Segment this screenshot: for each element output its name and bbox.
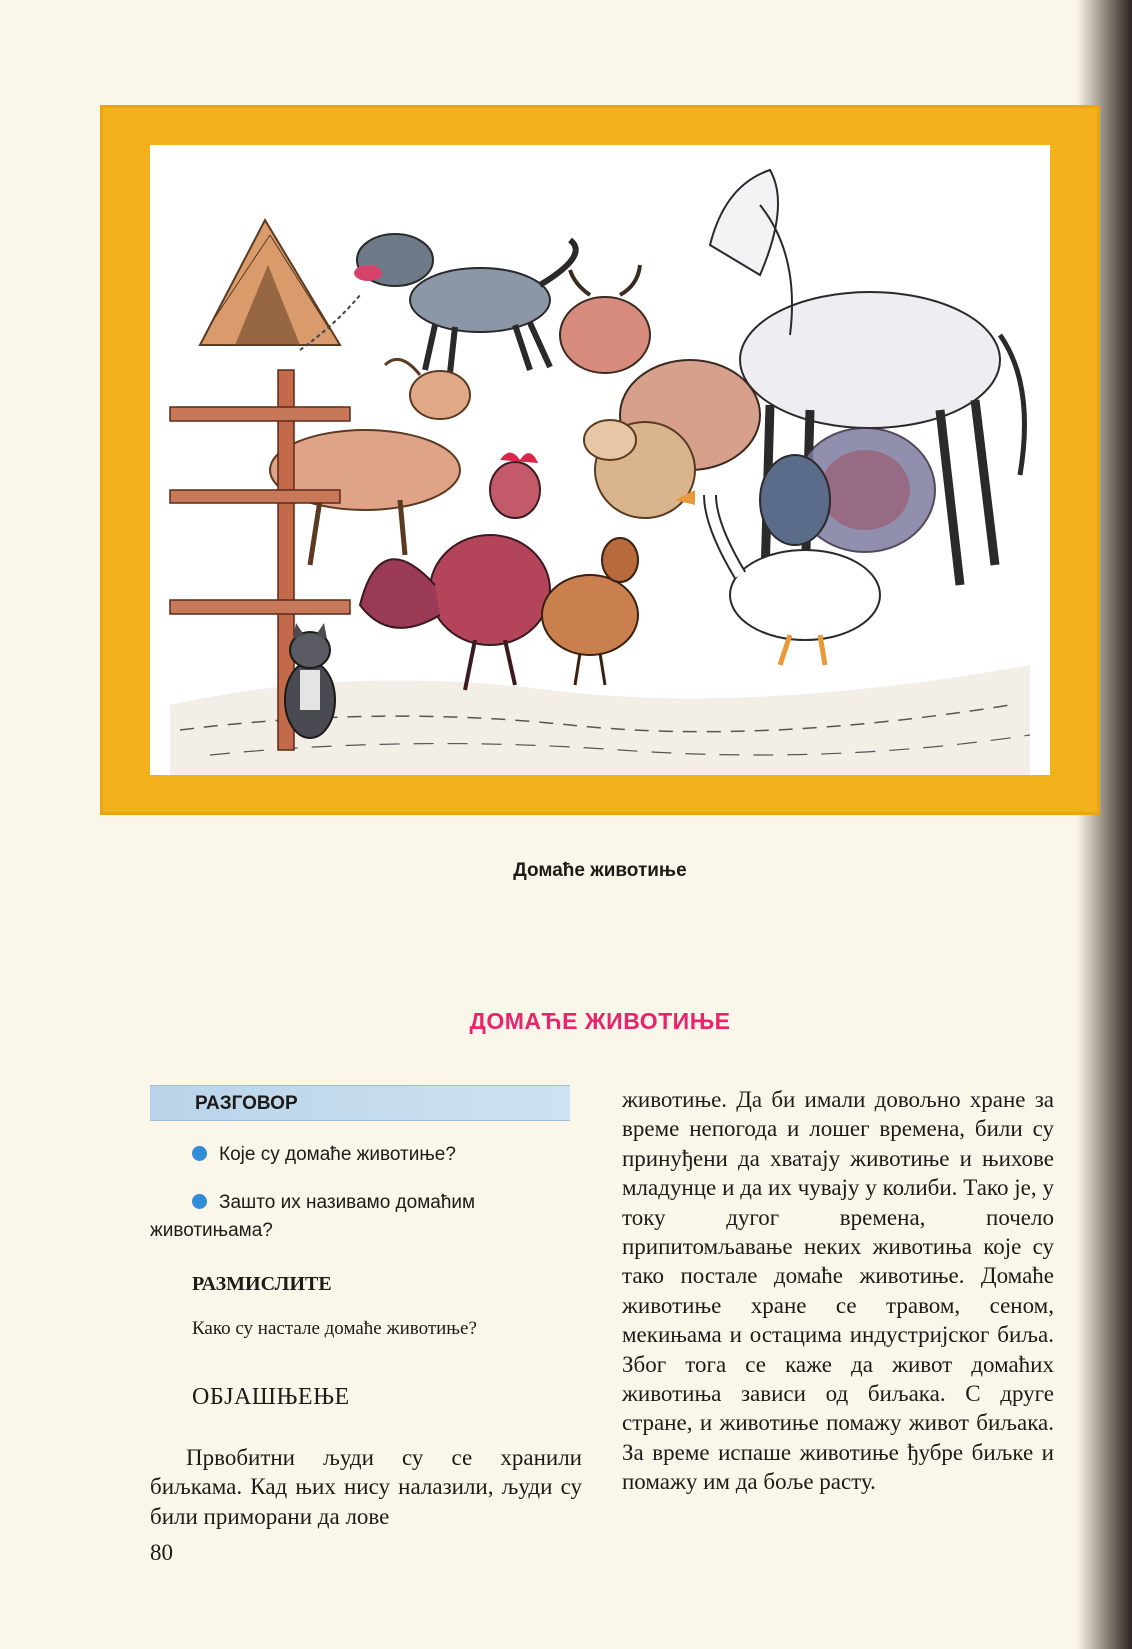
left-column xyxy=(150,1085,582,1531)
question-item-1 xyxy=(150,1141,582,1169)
goat-drawing xyxy=(270,359,470,565)
think-question: Како су настале домаће животиње? xyxy=(192,1318,477,1339)
right-column xyxy=(622,1085,1054,1497)
discussion-banner: РАЗГОВОР xyxy=(150,1085,570,1121)
question-text-1: Које су домаће животиње? xyxy=(219,1144,456,1165)
turkey-drawing xyxy=(760,428,935,552)
bullet-dot-icon xyxy=(192,1194,207,1209)
page-number: 80 xyxy=(150,1540,173,1565)
illustration-frame xyxy=(100,105,1100,815)
lesson-heading: ДОМАЋЕ ЖИВОТИЊЕ xyxy=(469,1008,731,1034)
explanation-paragraph-continued: животиње. Да би имали довољно хране за време непогода и лошег времена, били су принуђени да хватају животиње и њихове младунце и да их чувају у колиби. Тако је, у току дугог времена, почело припитомљавање неких животиња које су тако постале домаће животиње. Домаће животиње хране се травом, сеном, мекињама и остацима индустријског биља. Због тога се каже да живот домаћих животиња зависи од биљака. С друге стране, и животиње помажу живот биљака. За време испаше животиње ђубре биљке и помажу им да боље расту. xyxy=(622,1087,1054,1495)
farm-animals-illustration xyxy=(150,145,1050,775)
hen-drawing xyxy=(542,538,638,685)
think-title: РАЗМИСЛИТЕ xyxy=(192,1273,332,1295)
sheep-drawing xyxy=(584,420,695,518)
question-text-2: Зашто их називамо домаћим животињама? xyxy=(150,1192,476,1241)
dog-drawing xyxy=(300,234,576,373)
explanation-title: ОБЈАШЊЕЊЕ xyxy=(192,1384,350,1410)
question-item-2 xyxy=(150,1189,582,1245)
bullet-dot-icon xyxy=(192,1146,207,1161)
cat-drawing xyxy=(285,623,335,738)
doghouse-drawing xyxy=(200,220,340,345)
figure-caption: Домаће животиње xyxy=(513,860,687,881)
explanation-paragraph-start: Првобитни људи су се хранили биљкама. Кад њих нису налазили, људи су били приморани да лове xyxy=(150,1445,582,1529)
